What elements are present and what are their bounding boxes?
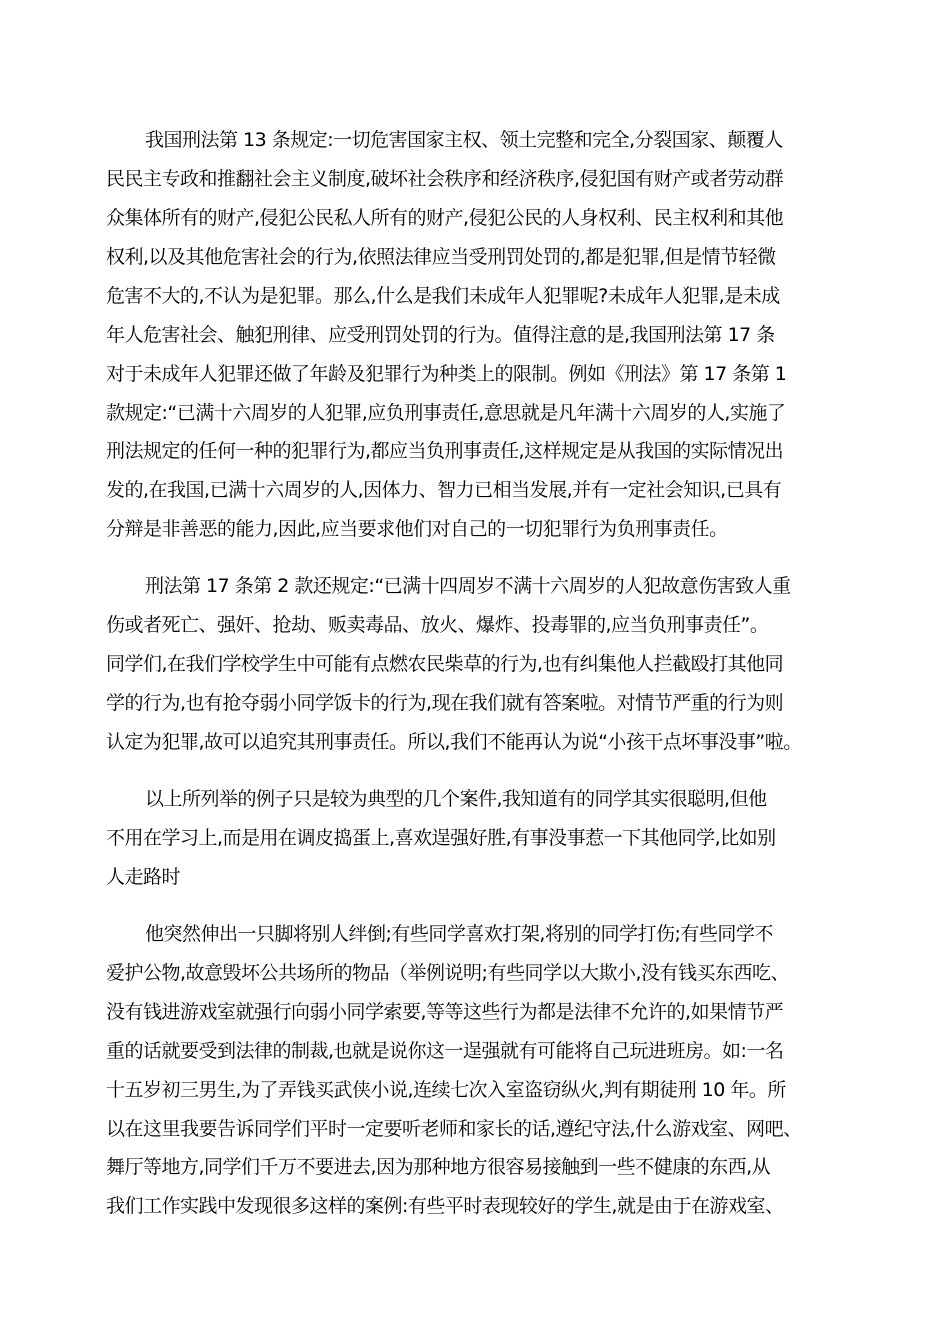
- paragraph-1-line-10: 发的,在我国,已满十六周岁的人,因体力、智力已相当发展,并有一定社会知识,已具有: [106, 479, 782, 501]
- paragraph-4-line-4: 重的话就要受到法律的制裁,也就是说你这一逞强就有可能将自己玩进班房。如:一名: [106, 1040, 784, 1062]
- paragraph-4-line-6: 以在这里我要告诉同学们平时一定要听老师和家长的话,遵纪守法,什么游戏室、网吧、: [106, 1118, 802, 1140]
- paragraph-4-line-8: 我们工作实践中发现很多这样的案例:有些平时表现较好的学生,就是由于在游戏室、: [106, 1195, 784, 1217]
- paragraph-4-line-1: 他突然伸出一只脚将别人绊倒;有些同学喜欢打架,将别的同学打伤;有些同学不: [145, 923, 773, 945]
- paragraph-1-line-3: 众集体所有的财产,侵犯公民私人所有的财产,侵犯公民的人身权利、民主权利和其他: [106, 207, 784, 229]
- paragraph-1-line-6: 年人危害社会、触犯刑律、应受刑罚处罚的行为。值得注意的是,我国刑法第 17 条: [106, 324, 775, 346]
- paragraph-1-line-5: 危害不大的,不认为是犯罪。那么,什么是我们未成年人犯罪呢?未成年人犯罪,是未成: [106, 285, 780, 307]
- paragraph-4-line-5: 十五岁初三男生,为了弄钱买武侠小说,连续七次入室盗窃纵火,判有期徒刑 10 年。所: [106, 1079, 786, 1101]
- paragraph-2-line-1: 刑法第 17 条第 2 款还规定:“已满十四周岁不满十六周岁的人犯故意伤害致人重: [145, 575, 791, 597]
- paragraph-1-line-11: 分辩是非善恶的能力,因此,应当要求他们对自己的一切犯罪行为负刑事责任。: [106, 518, 728, 540]
- paragraph-4-line-7: 舞厅等地方,同学们千万不要进去,因为那种地方很容易接触到一些不健康的东西,从: [106, 1156, 771, 1178]
- paragraph-2-line-3: 同学们,在我们学校学生中可能有点燃农民柴草的行为,也有纠集他人拦截殴打其他同: [106, 653, 784, 675]
- paragraph-3-line-3: 人走路时: [106, 866, 181, 888]
- paragraph-2-line-5: 认定为犯罪,故可以追究其刑事责任。所以,我们不能再认为说“小孩干点坏事没事”啦。: [106, 731, 802, 753]
- paragraph-1-line-1: 我国刑法第 13 条规定:一切危害国家主权、领土完整和完全,分裂国家、颠覆人: [145, 129, 783, 151]
- paragraph-4-line-3: 没有钱进游戏室就强行向弱小同学索要,等等这些行为都是法律不允许的,如果情节严: [106, 1001, 784, 1023]
- paragraph-3-line-2: 不用在学习上,而是用在调皮捣蛋上,喜欢逞强好胜,有事没事惹一下其他同学,比如别: [106, 827, 776, 849]
- paragraph-1-line-9: 刑法规定的任何一种的犯罪行为,都应当负刑事责任,这样规定是从我国的实际情况出: [106, 440, 784, 462]
- paragraph-1-line-4: 权利,以及其他危害社会的行为,依照法律应当受刑罚处罚的,都是犯罪,但是情节轻微: [106, 246, 776, 268]
- paragraph-2-line-4: 学的行为,也有抢夺弱小同学饭卡的行为,现在我们就有答案啦。对情节严重的行为则: [106, 692, 784, 714]
- paragraph-4-line-2: 爱护公物,故意毁坏公共场所的物品（举例说明;有些同学以大欺小,没有钱买东西吃、: [106, 962, 789, 984]
- paragraph-3-line-1: 以上所列举的例子只是较为典型的几个案件,我知道有的同学其实很聪明,但他: [145, 788, 767, 810]
- paragraph-1-line-2: 民民主专政和推翻社会主义制度,破坏社会秩序和经济秩序,侵犯国有财产或者劳动群: [106, 168, 784, 190]
- paragraph-2-line-2: 伤或者死亡、强奸、抢劫、贩卖毒品、放火、爆炸、投毒罪的,应当负刑事责任”。: [106, 614, 769, 636]
- paragraph-1-line-7: 对于未成年人犯罪还做了年龄及犯罪行为种类上的限制。例如《刑法》第 17 条第 1: [106, 363, 787, 385]
- paragraph-1-line-8: 款规定:“已满十六周岁的人犯罪,应负刑事责任,意思就是凡年满十六周岁的人,实施了: [106, 402, 786, 424]
